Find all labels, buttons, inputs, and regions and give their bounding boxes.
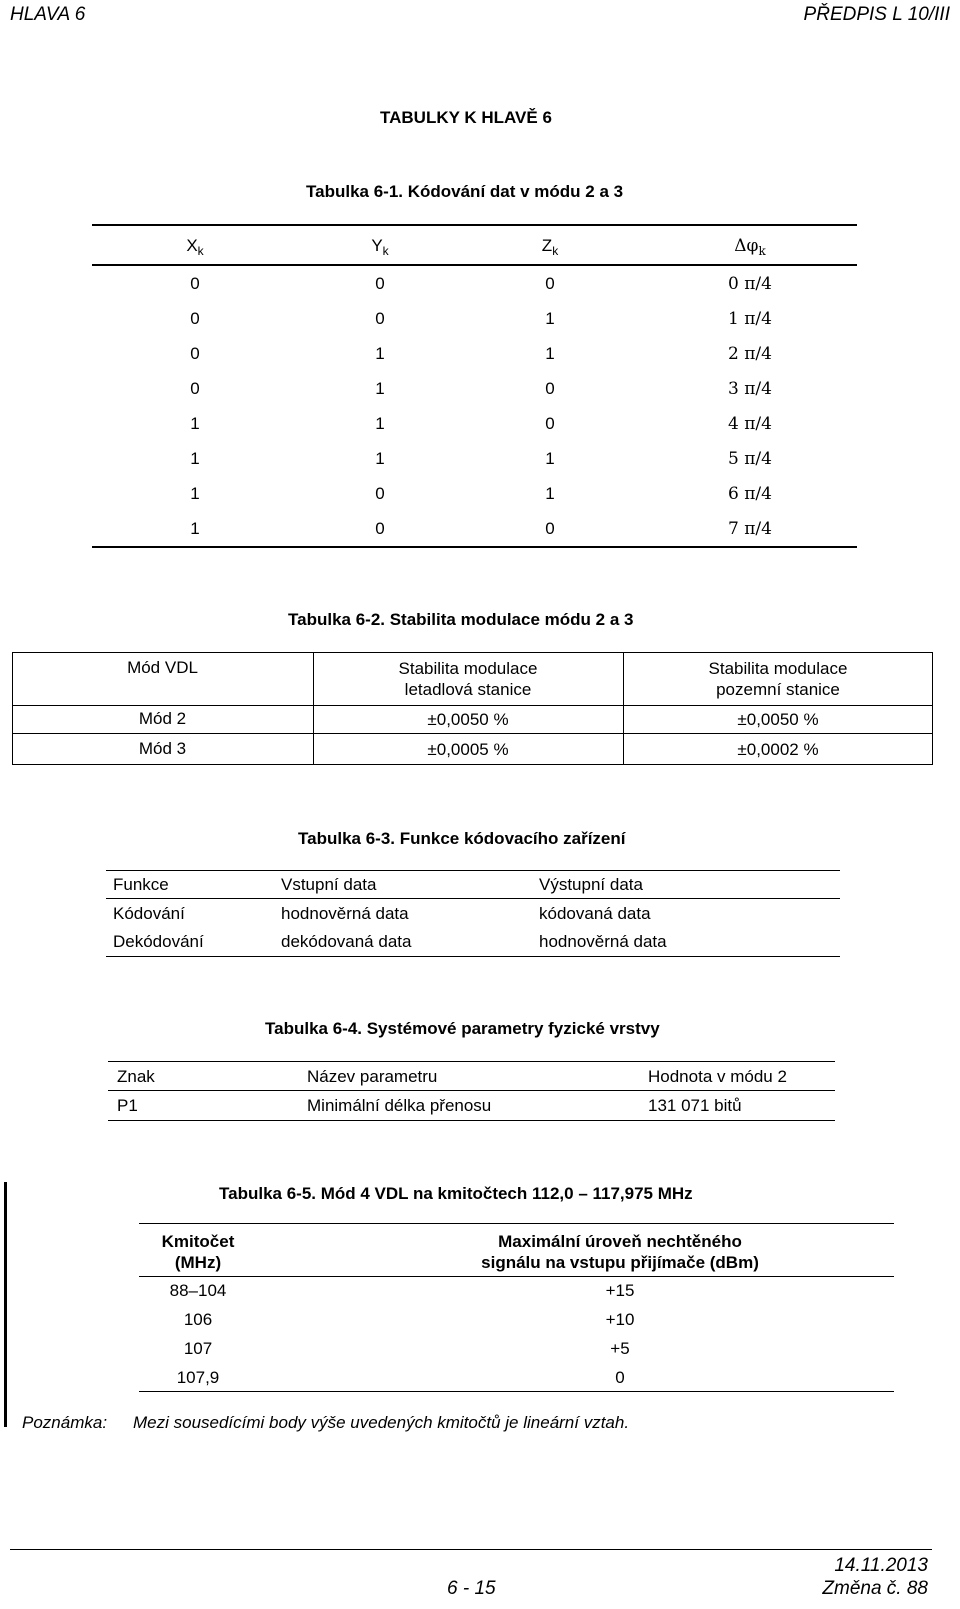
table1-cell: 1 π/4: [728, 309, 772, 329]
table1-cell: 0: [545, 379, 555, 398]
table5-cell: +5: [610, 1339, 630, 1358]
table1-cell: 1: [545, 344, 555, 363]
table1-caption: Tabulka 6-1. Kódování dat v módu 2 a 3: [306, 182, 624, 201]
table1-cell: 7 π/4: [728, 519, 772, 539]
table3-cell: dekódovaná data: [281, 932, 412, 951]
table3-header-output: Výstupní data: [539, 875, 643, 894]
table3-cell: hodnověrná data: [281, 904, 409, 923]
table3-cell: hodnověrná data: [539, 932, 667, 951]
table1-cell: 0: [375, 519, 385, 538]
table3-caption: Tabulka 6-3. Funkce kódovacího zařízení: [298, 829, 626, 848]
table1-cell: 1: [190, 449, 200, 468]
table1-header-yk: $Y_k$: [371, 236, 389, 258]
table2-line: [12, 652, 933, 653]
table4-cell: Minimální délka přenosu: [307, 1096, 492, 1115]
table5-cell: 107: [183, 1339, 213, 1358]
table1-header-rule: [92, 264, 857, 266]
table2-header-ground: Stabilita modulace pozemní stanice: [708, 659, 848, 699]
table4-line: [108, 1120, 835, 1121]
table1-cell: 1: [545, 449, 555, 468]
table1-cell: 1: [545, 484, 555, 503]
table1-cell: 1: [375, 414, 385, 433]
table1-cell: 1: [375, 449, 385, 468]
table2-line: [12, 705, 933, 706]
table1-cell: 6 π/4: [728, 484, 772, 504]
table2-line: [12, 764, 933, 765]
table4-cell: P1: [117, 1096, 138, 1115]
table1-header-zk: $Z_k$: [541, 236, 559, 258]
table2-cell: Mód 2: [138, 709, 187, 728]
table4-caption: Tabulka 6-4. Systémové parametry fyzické vrstvy: [265, 1019, 660, 1038]
table1-cell: 4 π/4: [728, 414, 772, 434]
table2-cell: ±0,0005 %: [427, 740, 509, 759]
table1-cell: 0 π/4: [728, 274, 772, 294]
table1-cell: 3 π/4: [728, 379, 772, 399]
table3-line: [106, 870, 840, 871]
table1-cell: 1: [190, 414, 200, 433]
table3-cell: Dekódování: [113, 932, 204, 951]
table1-cell: 1: [375, 379, 385, 398]
note-text: Mezi sousedícími body výše uvedených kmitočtů je lineární vztah.: [133, 1413, 630, 1432]
table5-header-frequency: Kmitočet (MHz): [161, 1232, 235, 1272]
table4-header-value: Hodnota v módu 2: [648, 1067, 787, 1086]
page-number: 6 - 15: [447, 1578, 496, 1599]
table1-cell: 1: [375, 344, 385, 363]
table3-cell: kódovaná data: [539, 904, 651, 923]
table5-cell: +10: [605, 1310, 635, 1329]
table4-cell: 131 071 bitů: [648, 1096, 742, 1115]
table5-cell: +15: [605, 1281, 635, 1300]
table3-line: [106, 956, 840, 957]
table2-caption: Tabulka 6-2. Stabilita modulace módu 2 a 3: [288, 610, 634, 629]
table1-bottom-rule: [92, 546, 857, 548]
table1-cell: 0: [545, 519, 555, 538]
table1-cell: 2 π/4: [728, 344, 772, 364]
table1-cell: 0: [375, 484, 385, 503]
change-bar: [4, 1182, 7, 1427]
table1-cell: 5 π/4: [728, 449, 772, 469]
table5-line: [139, 1391, 894, 1392]
table5-cell: 88–104: [169, 1281, 227, 1300]
table1-top-rule: [92, 224, 857, 226]
table1-cell: 0: [190, 309, 200, 328]
table2-cell: Mód 3: [138, 739, 187, 758]
header-regulation: PŘEDPIS L 10/III: [803, 4, 950, 25]
table2-cell: ±0,0050 %: [427, 710, 509, 729]
table1-cell: 0: [375, 274, 385, 293]
table1-cell: 0: [190, 274, 200, 293]
table3-line: [106, 898, 840, 899]
table1-cell: 0: [545, 414, 555, 433]
table2-cell: ±0,0002 %: [737, 740, 819, 759]
table4-header-symbol: Znak: [117, 1067, 155, 1086]
table3-cell: Kódování: [113, 904, 185, 923]
table4-line: [108, 1090, 835, 1091]
table5-line: [139, 1276, 894, 1277]
table1-cell: 0: [190, 379, 200, 398]
header-chapter: HLAVA 6: [10, 4, 86, 25]
table1-header-xk: $X_k$: [186, 236, 204, 258]
table2-header-aircraft: Stabilita modulace letadlová stanice: [398, 659, 538, 699]
table5-cell: 107,9: [176, 1368, 220, 1387]
table5-caption: Tabulka 6-5. Mód 4 VDL na kmitočtech 112,0 – 117,975 MHz: [219, 1184, 693, 1203]
footer-change: Změna č. 88: [822, 1578, 928, 1599]
section-title: TABULKY K HLAVĚ 6: [380, 108, 552, 127]
table1-cell: 0: [375, 309, 385, 328]
table1-cell: 1: [190, 519, 200, 538]
table5-line: [139, 1223, 894, 1224]
table5-cell: 0: [615, 1368, 625, 1387]
table4-line: [108, 1061, 835, 1062]
note-label: Poznámka:: [22, 1413, 108, 1432]
table5-cell: 106: [183, 1310, 213, 1329]
table1-cell: 1: [190, 484, 200, 503]
table1-header-delta-phi: $\Delta\varphi_k$: [734, 236, 766, 258]
table4-header-name: Název parametru: [307, 1067, 438, 1086]
footer-date: 14.11.2013: [834, 1555, 928, 1576]
table3-header-function: Funkce: [113, 875, 169, 894]
table2-header-mode: Mód VDL: [127, 658, 198, 677]
table1-cell: 0: [545, 274, 555, 293]
table5-header-level: Maximální úroveň nechtěného signálu na vstupu přijímače (dBm): [481, 1232, 759, 1272]
table1-cell: 0: [190, 344, 200, 363]
table1-cell: 1: [545, 309, 555, 328]
footer-rule: [10, 1549, 932, 1550]
table2-line: [12, 733, 933, 734]
table3-header-input: Vstupní data: [281, 875, 377, 894]
table2-cell: ±0,0050 %: [737, 710, 819, 729]
